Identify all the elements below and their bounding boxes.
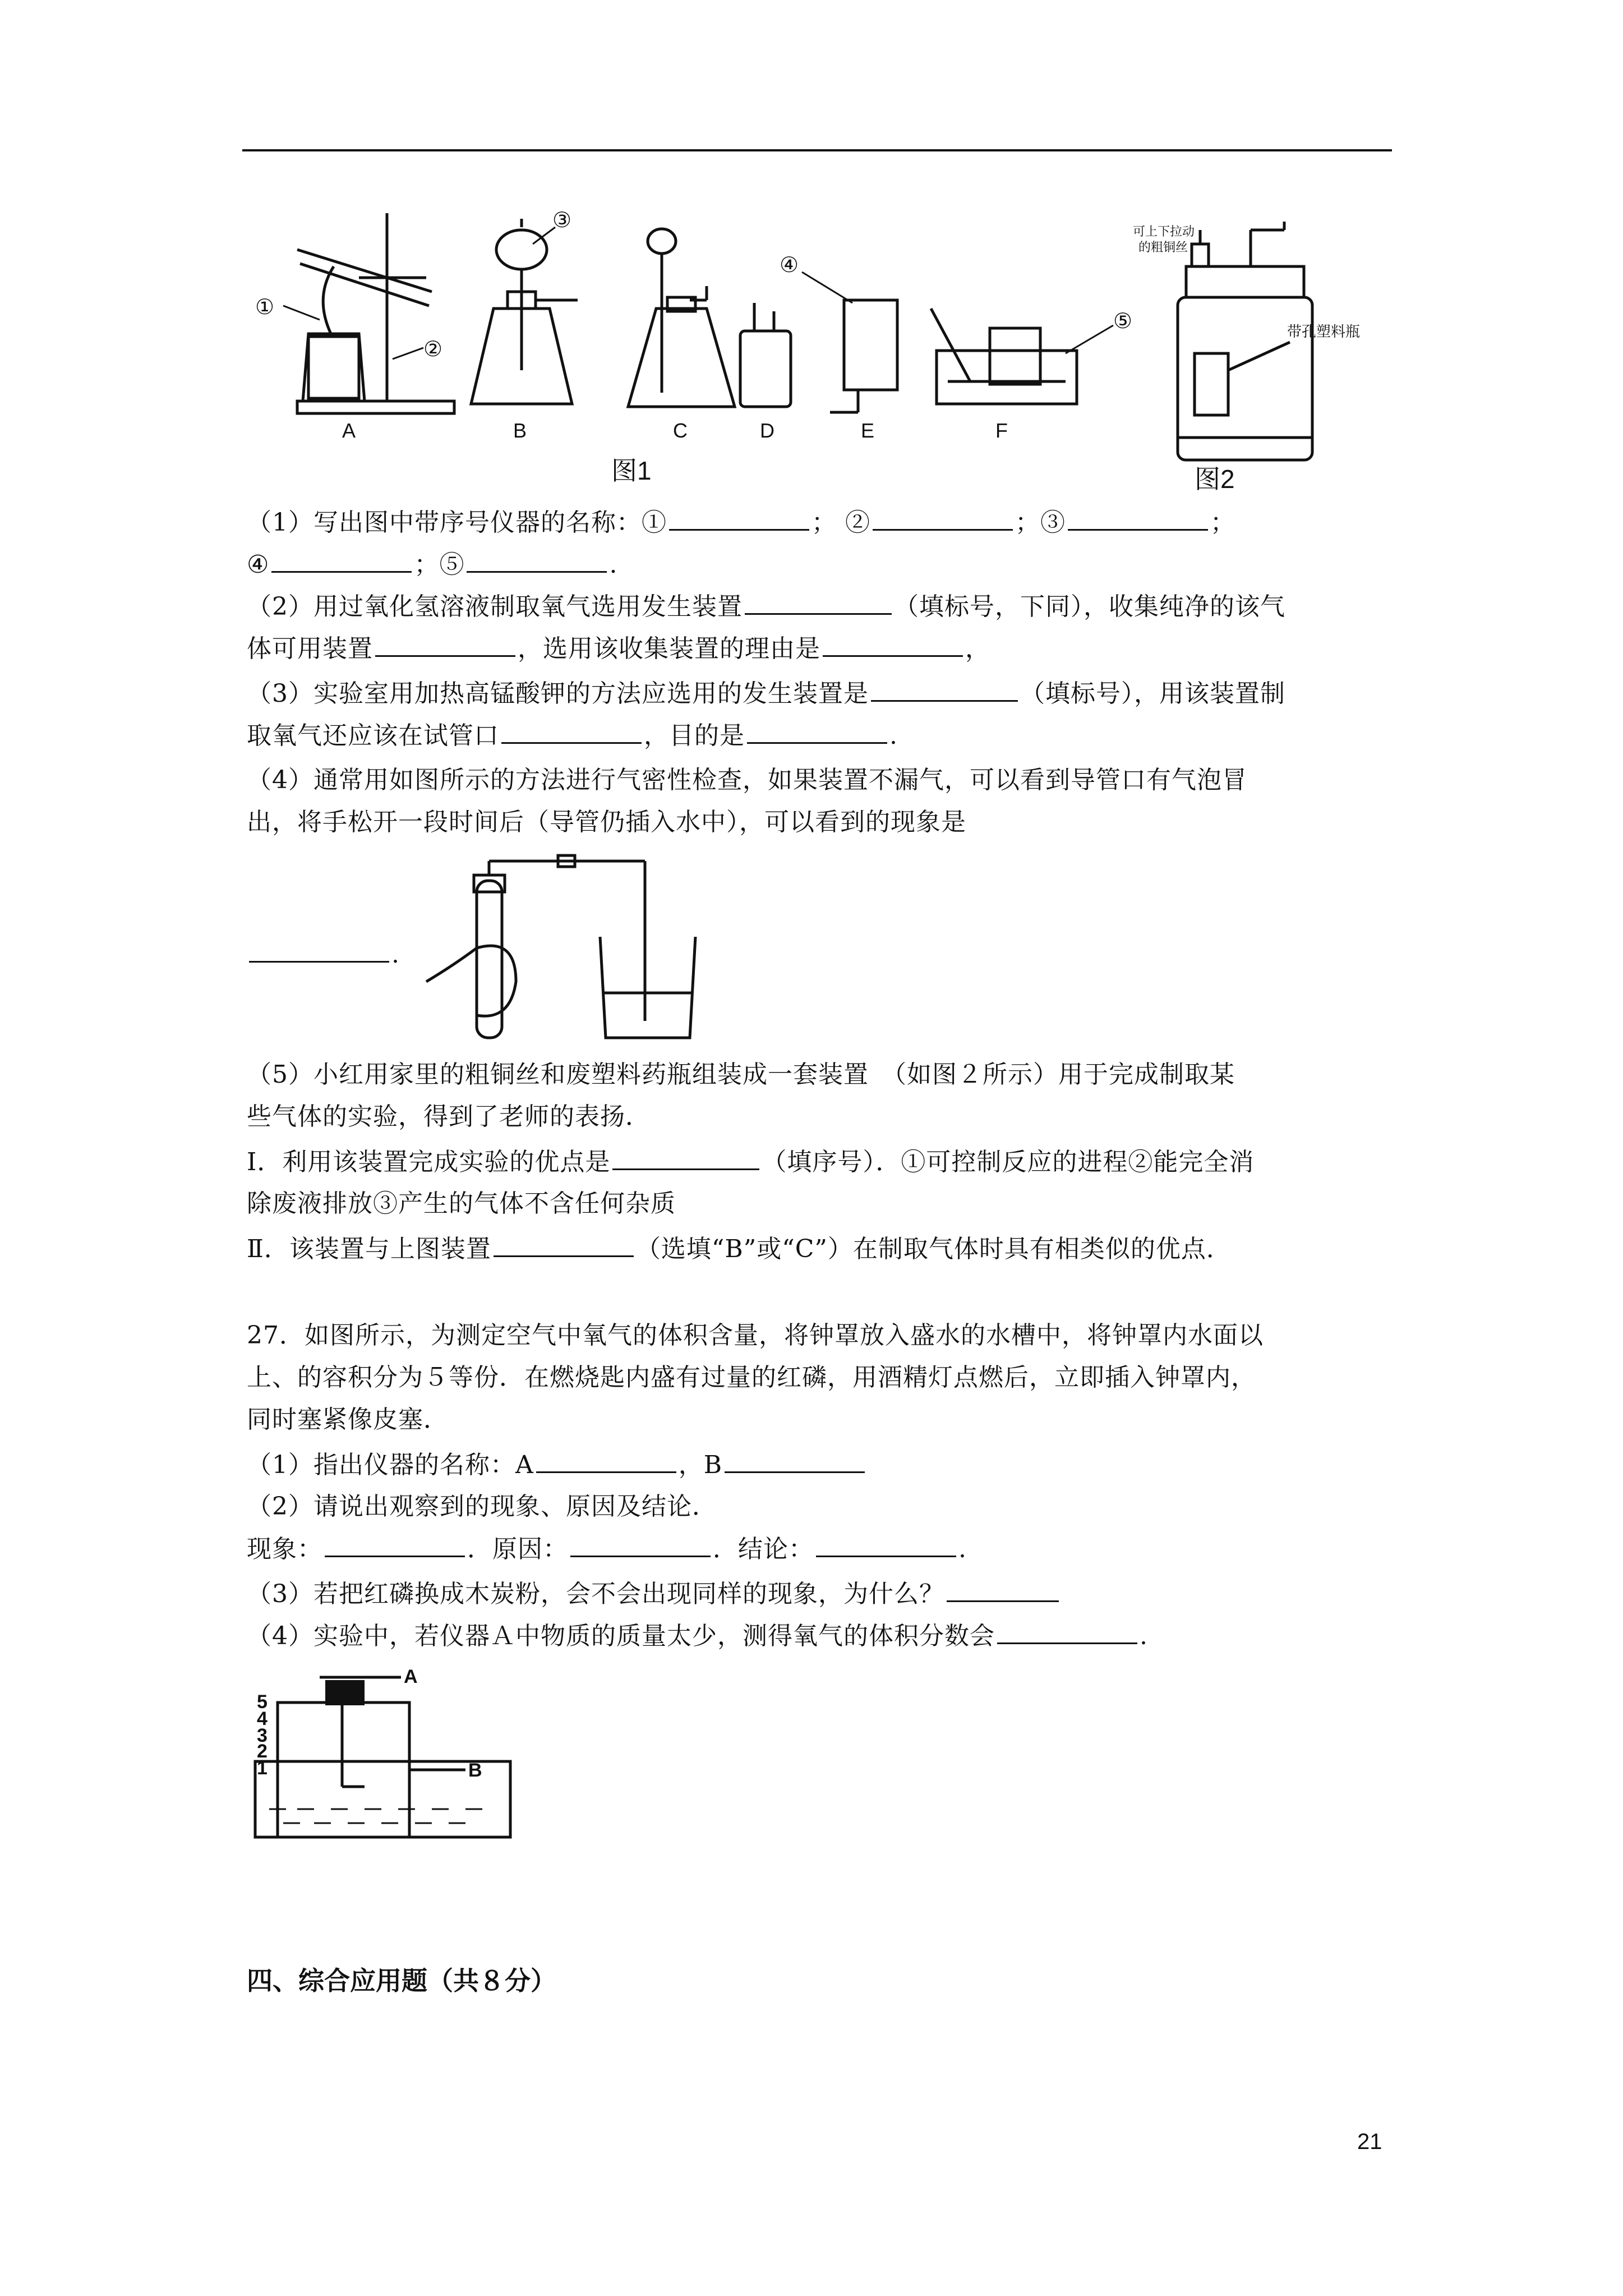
figure-1-caption: 图1 bbox=[611, 456, 652, 485]
label-c: C bbox=[673, 419, 688, 442]
q27-intro-line1: 27．如图所示，为测定空气中氧气的体积含量，将钟罩放入盛水的水槽中，将钟罩内水面以 bbox=[247, 1321, 1264, 1350]
figure-2-label-side: 带孔塑料瓶 bbox=[1287, 323, 1361, 340]
q26-part2-line1: （2）用过氧化氢溶液制取氧气选用发生装置 （填标号，下同），收集纯净的该气 bbox=[247, 586, 1285, 627]
q26-partI-line1: Ⅰ．利用该装置完成实验的优点是 （填序号）．①可控制反应的进程②能完全消 bbox=[247, 1142, 1254, 1182]
blank-generator[interactable] bbox=[745, 586, 892, 615]
q26-part5-line2: 些气体的实验，得到了老师的表扬． bbox=[247, 1102, 651, 1131]
q26-part4-line1: （4）通常用如图所示的方法进行气密性检查，如果装置不漏气，可以看到导管口有气泡冒 bbox=[247, 766, 1247, 794]
q27-part2: （2）请说出观察到的现象、原因及结论． bbox=[247, 1492, 717, 1521]
blank-charcoal[interactable] bbox=[947, 1573, 1059, 1602]
blank-tube-mouth[interactable] bbox=[501, 715, 642, 744]
q27-part2-answers: 现象： ．原因： ．结论： . bbox=[247, 1529, 967, 1570]
q27-intro-line3: 同时塞紧像皮塞． bbox=[247, 1405, 449, 1434]
blank-reason[interactable] bbox=[823, 628, 963, 657]
rubber-stopper bbox=[325, 1680, 365, 1705]
blank-phenomenon[interactable] bbox=[325, 1529, 465, 1557]
label-bell-a: A bbox=[404, 1666, 418, 1687]
blank-cause[interactable] bbox=[570, 1529, 711, 1557]
tick-3: 3 bbox=[257, 1725, 268, 1746]
blank-purpose[interactable] bbox=[747, 715, 887, 744]
apparatus-d bbox=[740, 303, 791, 407]
section-4-heading: 四、综合应用题（共８分） bbox=[247, 1966, 556, 1996]
q26-part4-answer-line: . bbox=[247, 934, 400, 975]
q26-part4-line2: 出，将手松开一段时间后（导管仍插入水中），可以看到的现象是 bbox=[247, 808, 966, 836]
blank-answer-3[interactable] bbox=[1068, 502, 1208, 531]
tick-2: 2 bbox=[257, 1741, 268, 1762]
blank-answer-4[interactable] bbox=[271, 544, 412, 573]
q26-part1-line2: ④ ；⑤ . bbox=[247, 544, 617, 585]
blank-conclusion[interactable] bbox=[816, 1529, 956, 1557]
q26-part1-line1: （1）写出图中带序号仪器的名称：① ； ② ；③ ； bbox=[247, 502, 1235, 543]
apparatus-f bbox=[931, 309, 1077, 404]
q26-partI-line2: 除废液排放③产生的气体不含任何杂质 bbox=[247, 1189, 676, 1218]
airtightness-check-figure bbox=[421, 853, 712, 1043]
tick-5: 5 bbox=[257, 1691, 268, 1713]
apparatus-b bbox=[471, 219, 578, 404]
blank-airtightness[interactable] bbox=[249, 934, 389, 963]
figure-2-label-top-2: 的粗铜丝 bbox=[1138, 240, 1188, 254]
q26-part3-line1: （3）实验室用加热高锰酸钾的方法应选用的发生装置是 （填标号），用该装置制 bbox=[247, 673, 1285, 714]
marker-2: ② bbox=[423, 338, 443, 361]
q26-part3-line2: 取氧气还应该在试管口 ，目的是 . bbox=[247, 715, 898, 756]
blank-kmno4-device[interactable] bbox=[871, 673, 1018, 702]
figure-2-caption: 图2 bbox=[1195, 464, 1235, 494]
apparatus-a bbox=[297, 213, 454, 413]
label-a: A bbox=[342, 419, 356, 442]
label-e: E bbox=[861, 419, 875, 442]
figure-2-label-top-1: 可上下拉动 bbox=[1133, 224, 1195, 238]
blank-answer-1[interactable] bbox=[669, 502, 809, 531]
blank-collector[interactable] bbox=[375, 628, 515, 657]
marker-3: ③ bbox=[552, 209, 572, 232]
blank-advantage[interactable] bbox=[612, 1142, 759, 1170]
q27-part4: （4）实验中，若仪器Ａ中物质的质量太少，测得氧气的体积分数会 . bbox=[247, 1616, 1148, 1657]
blank-answer-2[interactable] bbox=[873, 502, 1013, 531]
blank-instrument-b[interactable] bbox=[725, 1444, 865, 1473]
label-f: F bbox=[995, 419, 1008, 442]
page-number: 21 bbox=[1357, 2129, 1382, 2154]
blank-similar-device[interactable] bbox=[494, 1228, 634, 1257]
blank-answer-5[interactable] bbox=[467, 544, 607, 573]
apparatus-c bbox=[628, 229, 735, 407]
tick-4: 4 bbox=[257, 1708, 268, 1729]
q26-part5-line1: （5）小红用家里的粗铜丝和废塑料药瓶组装成一套装置 （如图２所示）用于完成制取某 bbox=[247, 1060, 1235, 1089]
tick-1: 1 bbox=[257, 1757, 268, 1779]
q26-part2-line2: 体可用装置 ，选用该收集装置的理由是 ， bbox=[247, 628, 990, 669]
marker-1: ① bbox=[255, 296, 275, 319]
label-bell-b: B bbox=[468, 1760, 482, 1781]
figure-1-apparatus bbox=[241, 202, 1223, 494]
label-d: D bbox=[760, 419, 774, 442]
apparatus-e bbox=[830, 300, 897, 412]
q27-part1: （1）指出仪器的名称：A ，B bbox=[247, 1444, 867, 1485]
bell-jar-figure bbox=[241, 1658, 533, 1871]
figure-2-apparatus bbox=[1122, 219, 1391, 499]
q27-intro-line2: 上、的容积分为５等份．在燃烧匙内盛有过量的红磷，用酒精灯点燃后，立即插入钟罩内， bbox=[247, 1363, 1256, 1392]
blank-fraction[interactable] bbox=[997, 1616, 1137, 1644]
q27-part3: （3）若把红磷换成木炭粉，会不会出现同样的现象，为什么？ bbox=[247, 1573, 1061, 1614]
header-rule bbox=[242, 149, 1392, 151]
q26-partII-line: Ⅱ．该装置与上图装置 （选填“B”或“C”）在制取气体时具有相类似的优点． bbox=[247, 1228, 1232, 1269]
marker-4: ④ bbox=[780, 254, 799, 277]
marker-5: ⑤ bbox=[1113, 310, 1133, 333]
blank-instrument-a[interactable] bbox=[536, 1444, 676, 1473]
label-b: B bbox=[513, 419, 527, 442]
